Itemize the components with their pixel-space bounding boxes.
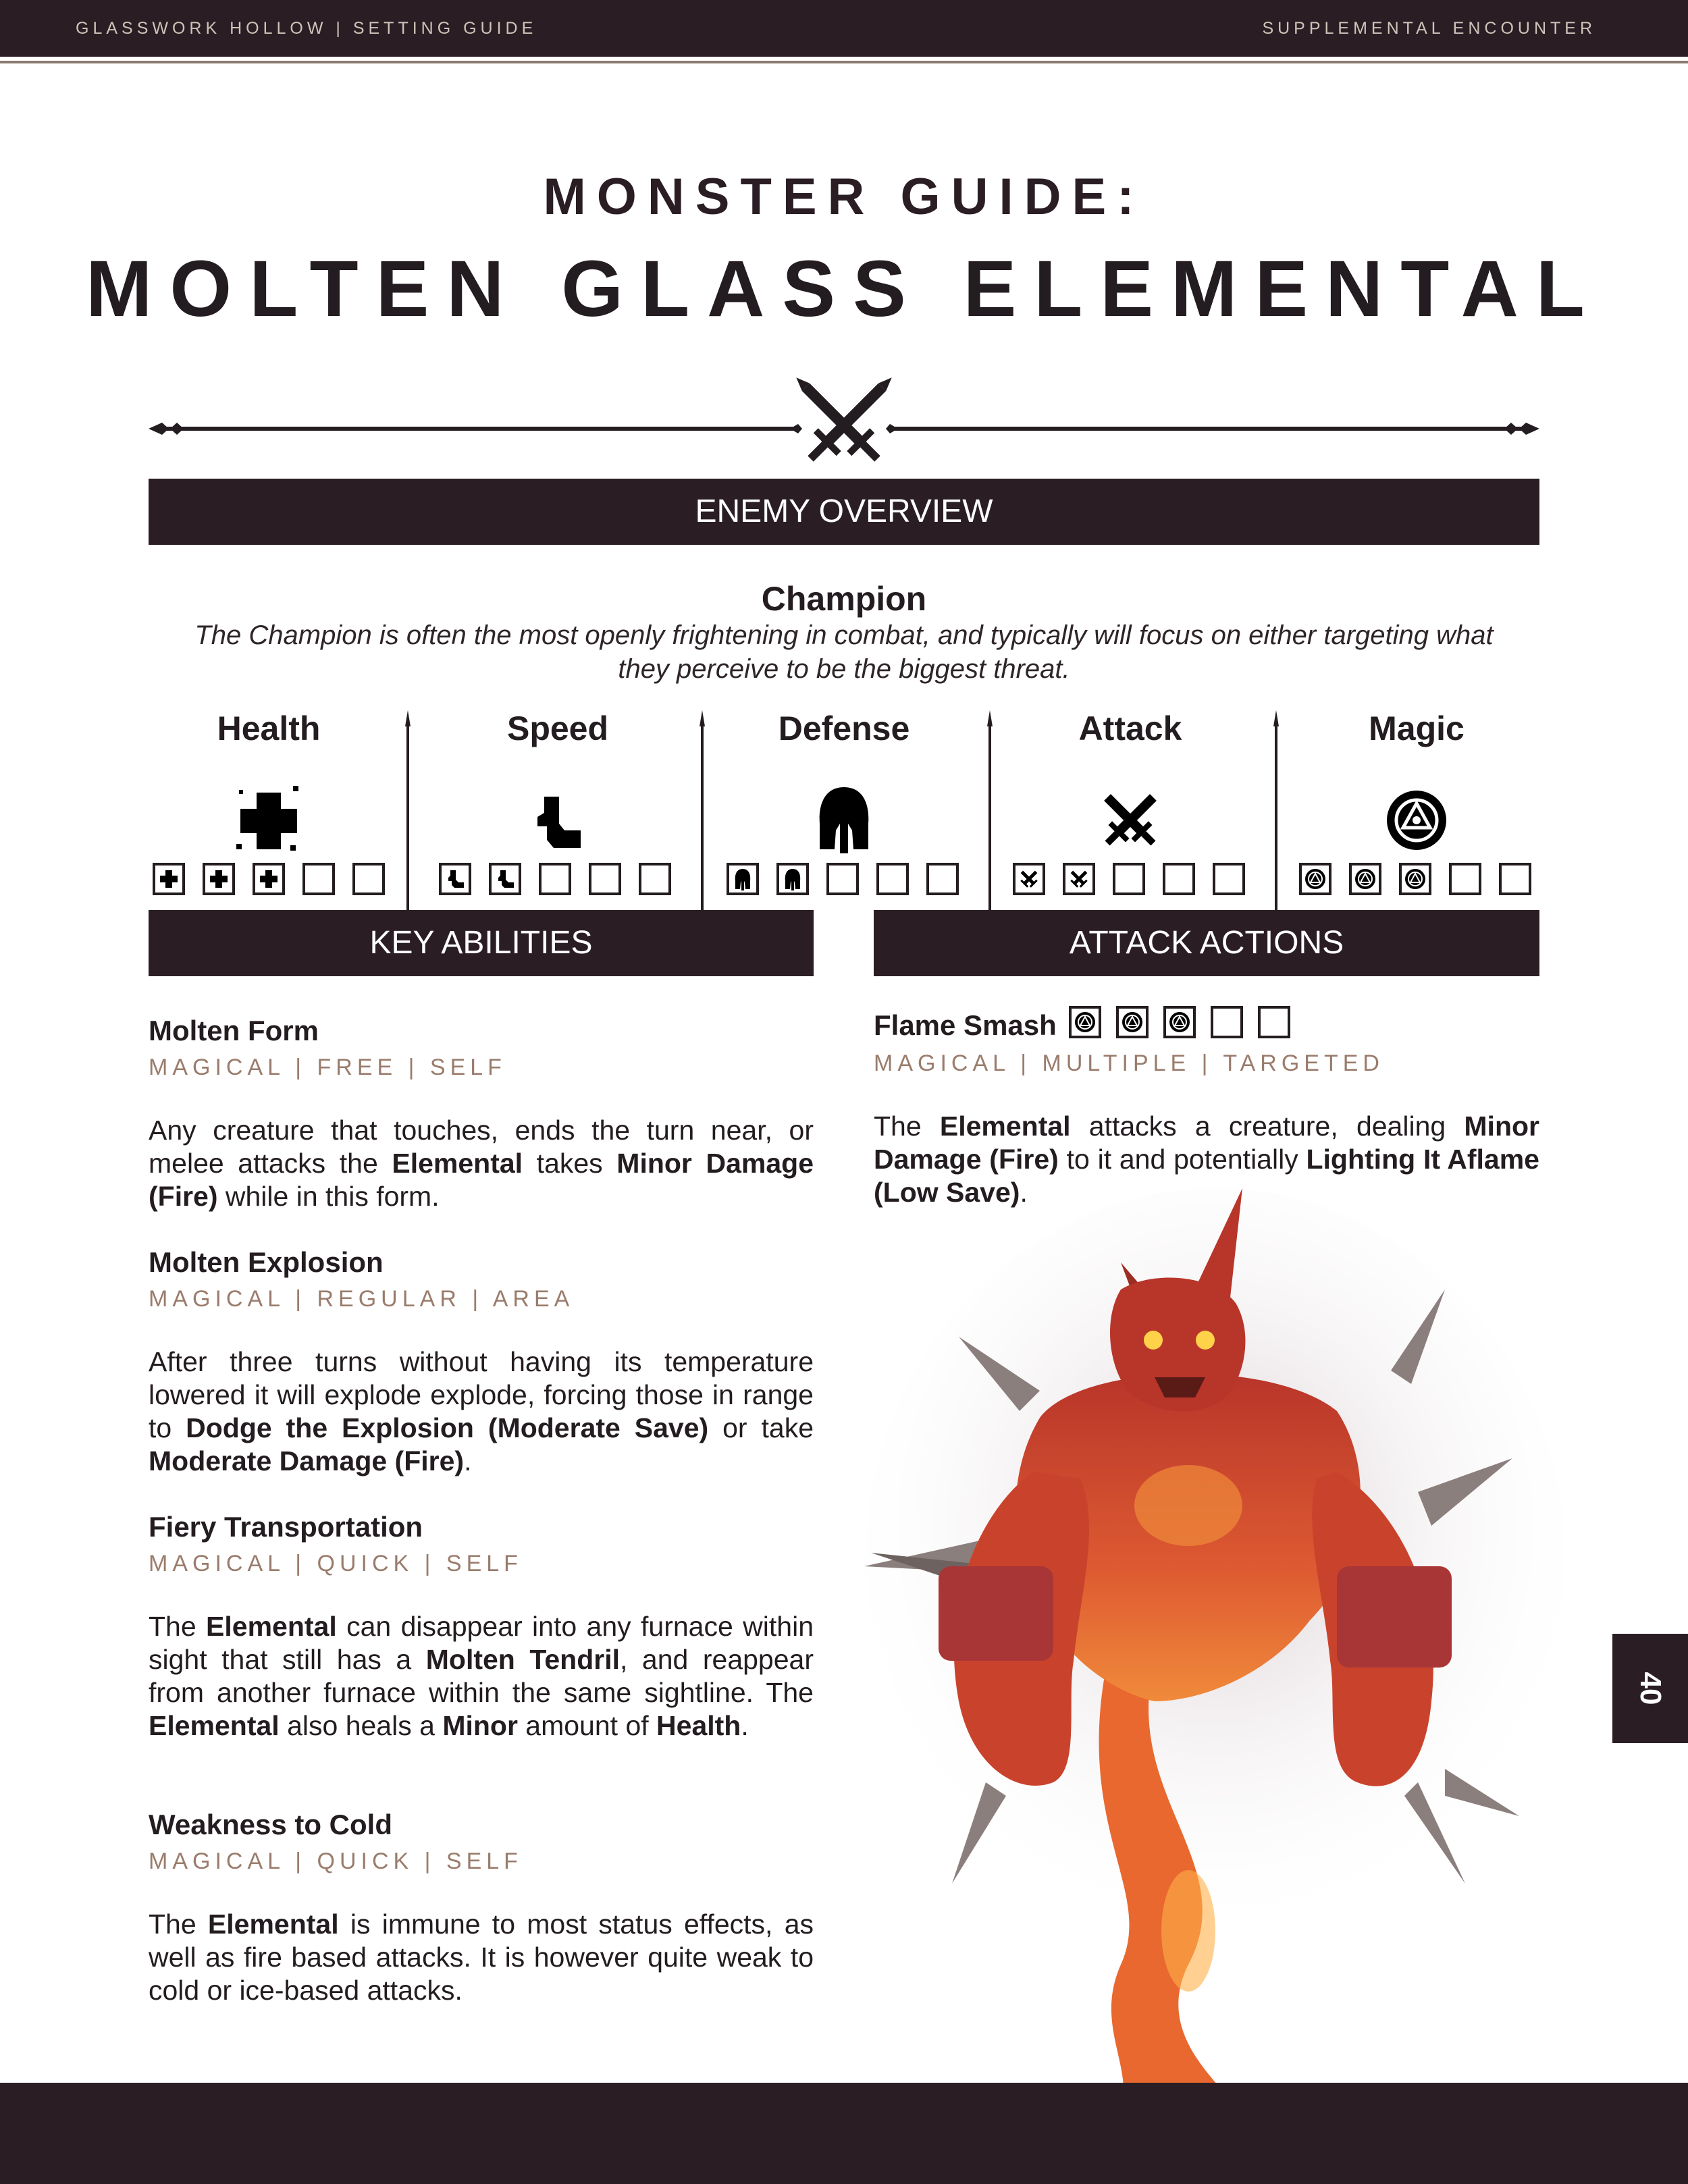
stat-separator <box>700 710 705 910</box>
boot-icon <box>524 783 591 857</box>
page-number: 40 <box>1634 1672 1667 1705</box>
ability-name: Molten Form <box>149 1015 319 1046</box>
key-abilities-banner: KEY ABILITIES <box>149 910 814 976</box>
health-cross-icon <box>235 783 302 857</box>
stat-health <box>140 709 397 748</box>
magic-sigil-icon <box>1168 1011 1191 1034</box>
stat-speed <box>429 709 686 748</box>
health-cross-icon <box>257 868 280 890</box>
action-description: The Elemental attacks a creature, dealing Minor Damage (Fire) to it and potentially Lighting It Aflame (Low Save). <box>874 1110 1539 1208</box>
rating-box-empty <box>589 863 621 895</box>
crossed-swords-icon <box>1067 868 1090 890</box>
rating-box-filled <box>203 863 235 895</box>
rating-box-filled <box>776 863 809 895</box>
health-rating <box>153 863 385 895</box>
enemy-class-name: Champion <box>761 580 927 618</box>
stat-separator <box>987 710 993 910</box>
stat-label: Speed <box>506 710 609 747</box>
health-cross-icon <box>207 868 230 890</box>
stat-label: Defense <box>778 710 910 747</box>
rating-box-empty <box>1449 863 1481 895</box>
ability-description: After three turns without having its temperature lowered it will explode explode, forcing those in range to Dodge the Explosion (Moderate Save) or take Moderate Damage (Fire). <box>149 1346 814 1476</box>
rating-box-empty <box>1211 1006 1243 1038</box>
rating-box-filled <box>1013 863 1045 895</box>
rating-box-empty <box>539 863 571 895</box>
header-right-text: SUPPLEMENTAL ENCOUNTER <box>1262 19 1596 38</box>
page-number-tab <box>1612 1634 1688 1743</box>
helmet-icon <box>810 783 878 857</box>
rating-box-filled <box>153 863 185 895</box>
magic-sigil-icon <box>1354 868 1377 890</box>
rating-box-filled <box>439 863 471 895</box>
health-cross-icon <box>157 868 180 890</box>
stat-separator <box>405 710 411 910</box>
header-left-text: GLASSWORK HOLLOW | SETTING GUIDE <box>76 19 537 38</box>
attack-actions-banner: ATTACK ACTIONS <box>874 910 1539 976</box>
helmet-icon <box>731 868 754 890</box>
stat-magic <box>1288 709 1545 748</box>
page-footer <box>0 2083 1688 2184</box>
rating-box-filled <box>1163 1006 1196 1038</box>
page-title: MOLTEN GLASS ELEMENTAL <box>86 244 1602 334</box>
action-name-row <box>874 1009 1539 1044</box>
rating-box-empty <box>876 863 909 895</box>
rating-box-filled <box>1349 863 1381 895</box>
page-header <box>0 0 1688 57</box>
rating-box-empty <box>926 863 959 895</box>
magic-sigil-icon <box>1383 783 1450 857</box>
ability-tags: MAGICAL | QUICK | SELF <box>149 1848 523 1874</box>
rating-box-empty <box>826 863 859 895</box>
action-tags: MAGICAL | MULTIPLE | TARGETED <box>874 1050 1384 1076</box>
rating-box-filled <box>1069 1006 1101 1038</box>
magic-rating <box>1299 863 1531 895</box>
crossed-swords-divider-icon <box>149 371 1539 473</box>
boot-icon <box>494 868 517 890</box>
rating-box-filled <box>1116 1006 1149 1038</box>
enemy-class-description: The Champion is often the most openly frightening in combat, and typically will focus on either targeting what they perceive to be the biggest threat. <box>194 620 1494 684</box>
rating-box-filled <box>1063 863 1095 895</box>
rating-box-filled <box>253 863 285 895</box>
page-subtitle: MONSTER GUIDE: <box>543 168 1145 225</box>
ability-molten-form <box>149 1014 814 1213</box>
rating-box-filled <box>489 863 521 895</box>
action-name: Flame Smash <box>874 1009 1057 1041</box>
ability-tags: MAGICAL | FREE | SELF <box>149 1055 506 1080</box>
rating-box-empty <box>1113 863 1145 895</box>
stat-label: Attack <box>1078 710 1182 747</box>
speed-rating <box>439 863 671 895</box>
rating-box-filled <box>1399 863 1431 895</box>
magic-sigil-icon <box>1121 1011 1144 1034</box>
ability-tags: MAGICAL | REGULAR | AREA <box>149 1286 575 1312</box>
rating-box-empty <box>1499 863 1531 895</box>
rating-box-filled <box>1299 863 1331 895</box>
defense-rating <box>727 863 959 895</box>
stat-label: Health <box>217 710 321 747</box>
stat-defense <box>716 709 972 748</box>
rating-box-empty <box>1213 863 1245 895</box>
ability-fiery-transportation <box>149 1510 814 1742</box>
enemy-overview-banner: ENEMY OVERVIEW <box>149 479 1539 545</box>
ability-tags: MAGICAL | QUICK | SELF <box>149 1551 523 1576</box>
molten-glass-elemental-illustration <box>837 1188 1634 2113</box>
header-rule <box>0 61 1688 63</box>
ability-description: The Elemental can disappear into any furnace within sight that still has a Molten Tendril, and reappear from another furnace within the same sightline. The Elemental also heals a Minor amount of Health. <box>149 1611 814 1741</box>
action-cost-rating <box>1069 1006 1290 1038</box>
rating-box-empty <box>1258 1006 1290 1038</box>
crossed-swords-icon <box>1018 868 1040 890</box>
ability-name: Molten Explosion <box>149 1246 384 1278</box>
rating-box-empty <box>639 863 671 895</box>
boot-icon <box>444 868 467 890</box>
action-flame-smash <box>874 1009 1539 1209</box>
rating-box-empty <box>352 863 385 895</box>
attack-rating <box>1013 863 1245 895</box>
magic-sigil-icon <box>1074 1011 1097 1034</box>
ability-molten-explosion <box>149 1246 814 1478</box>
crossed-swords-icon <box>1097 783 1164 857</box>
stat-label: Magic <box>1369 710 1465 747</box>
stat-separator <box>1273 710 1279 910</box>
rating-box-filled <box>727 863 759 895</box>
magic-sigil-icon <box>1404 868 1427 890</box>
ability-name: Weakness to Cold <box>149 1809 392 1840</box>
rating-box-empty <box>1163 863 1195 895</box>
ability-description: The Elemental is immune to most status effects, as well as fire based attacks. It is however quite weak to cold or ice-based attacks. <box>149 1909 814 2006</box>
ability-description: Any creature that touches, ends the turn near, or melee attacks the Elemental takes Minor Damage (Fire) while in this form. <box>149 1115 814 1212</box>
helmet-icon <box>781 868 804 890</box>
magic-sigil-icon <box>1304 868 1327 890</box>
ability-weakness-to-cold <box>149 1808 814 2007</box>
rating-box-empty <box>302 863 335 895</box>
stat-attack <box>1002 709 1259 748</box>
ability-name: Fiery Transportation <box>149 1511 423 1543</box>
